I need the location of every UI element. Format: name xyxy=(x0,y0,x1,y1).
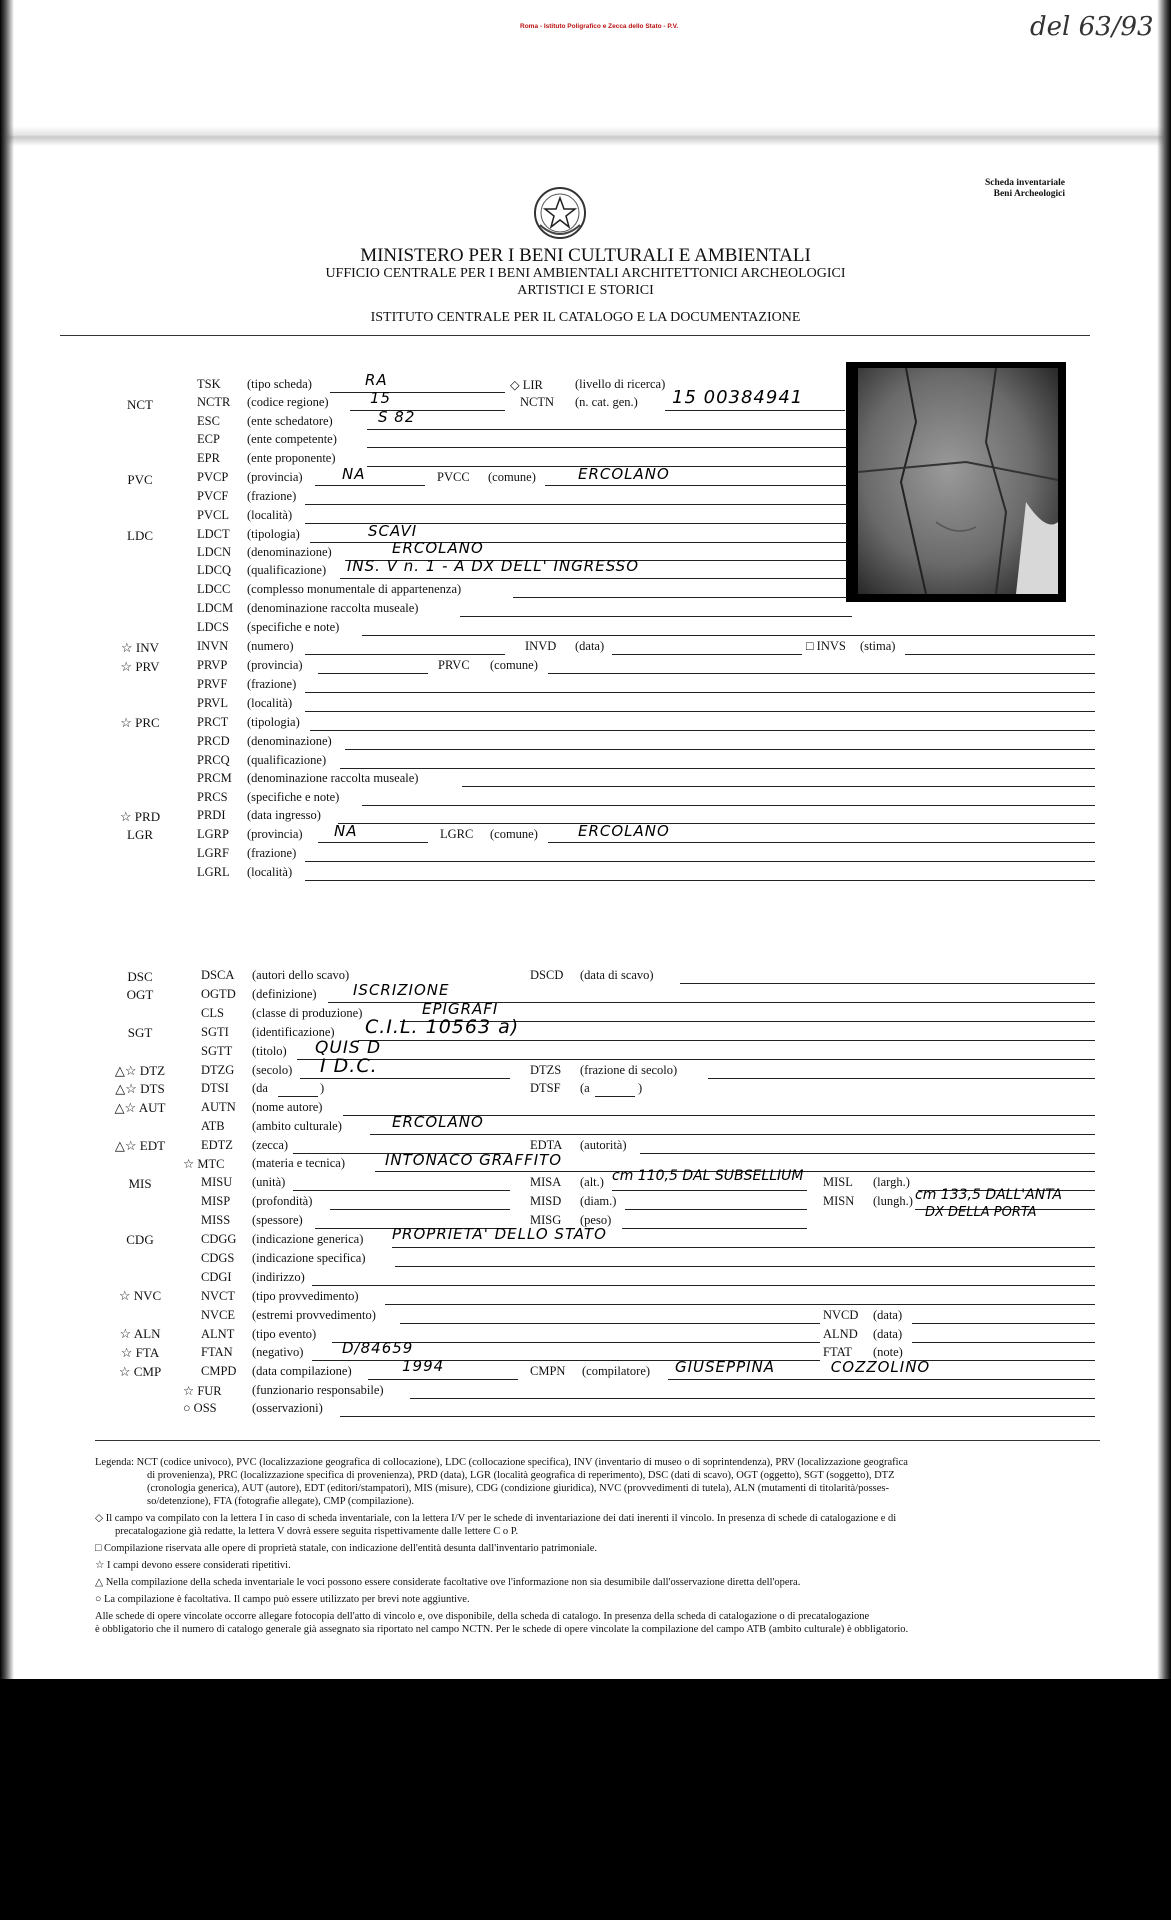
prvf-label: (frazione) xyxy=(247,677,297,691)
misa-value[interactable]: cm 110,5 DAL SUBSELLIUM xyxy=(612,1168,804,1184)
alnd-label: (data) xyxy=(873,1327,903,1341)
dtzg-code: DTZG xyxy=(201,1063,235,1077)
invn-code: INVN xyxy=(197,639,229,653)
nctn-value[interactable]: 15 00384941 xyxy=(672,387,804,408)
prcm-label: (denominazione raccolta museale) xyxy=(247,771,419,785)
cdgi-code: CDGI xyxy=(201,1270,232,1284)
pvcl-label: (località) xyxy=(247,508,293,522)
section-sgt: SGT xyxy=(127,1025,153,1040)
miss-label: (spessore) xyxy=(252,1213,303,1227)
cmpd-value[interactable]: 1994 xyxy=(402,1357,445,1375)
cdgi-label: (indirizzo) xyxy=(252,1270,305,1284)
cdgg-code: CDGG xyxy=(201,1232,237,1246)
miss-code: MISS xyxy=(201,1213,231,1227)
misn-code: MISN xyxy=(823,1194,855,1208)
tsk-label: (tipo scheda) xyxy=(247,377,312,391)
dsca-code: DSCA xyxy=(201,968,235,982)
prcm-code: PRCM xyxy=(197,771,232,785)
ogtd-value[interactable]: ISCRIZIONE xyxy=(353,981,450,999)
note-5: ○ La compilazione è facoltativa. Il campo può essere utilizzato per brevi note aggiuntive. xyxy=(95,1594,470,1605)
lgrf-label: (frazione) xyxy=(247,846,297,860)
ldcn-label: (denominazione) xyxy=(247,545,332,559)
edtz-label: (zecca) xyxy=(252,1138,289,1152)
atb-label: (ambito culturale) xyxy=(252,1119,342,1133)
esc-label: (ente schedatore) xyxy=(247,414,333,428)
misn-label: (lungh.) xyxy=(873,1194,913,1208)
sgti-code: SGTI xyxy=(201,1025,229,1039)
prcs-label: (specifiche e note) xyxy=(247,790,340,804)
cmpn-label: (compilatore) xyxy=(582,1364,651,1378)
note-1a: ◇ Il campo va compilato con la lettera I in caso di scheda inventariale, con la lettera I/V per le schede di inventariazione dei dati inerenti il vincolo. In presenza di schede di catalogazione e di xyxy=(95,1513,897,1524)
badge-line1: Scheda inventariale xyxy=(985,178,1065,188)
ldcq-label: (qualificazione) xyxy=(247,563,327,577)
legend xyxy=(95,1456,1105,1636)
mtc-code: ☆ MTC xyxy=(183,1157,225,1171)
cls-label: (classe di produzione) xyxy=(252,1006,363,1020)
badge-line2: Beni Archeologici xyxy=(993,189,1065,199)
lir-label: (livello di ricerca) xyxy=(575,377,666,391)
section-ogt: OGT xyxy=(126,987,154,1002)
left-edge-shadow xyxy=(0,0,14,1679)
note-6b: è obbligatorio che il numero di catalogo generale già assegnato sia riportato nel campo NCTN. Per le schede di opere vincolate la compilazione del campo ATB (ambito culturale) è obbligatorio. xyxy=(95,1624,909,1635)
section-ldc: LDC xyxy=(127,528,153,543)
cmpd-label: (data compilazione) xyxy=(252,1364,352,1378)
dtzg-label: (secolo) xyxy=(252,1063,293,1077)
dscd-label: (data di scavo) xyxy=(580,968,654,982)
pvcc-code: PVCC xyxy=(437,470,470,484)
section-prd: ☆ PRD xyxy=(119,809,161,824)
section-fta: ☆ FTA xyxy=(120,1345,160,1360)
epr-label: (ente proponente) xyxy=(247,451,336,465)
dtsf-label: (a xyxy=(580,1081,590,1095)
prvc-label: (comune) xyxy=(490,658,538,672)
prvf-code: PRVF xyxy=(197,677,228,691)
cmpn-code: CMPN xyxy=(530,1364,566,1378)
section-aut: △☆ AUT xyxy=(114,1100,166,1115)
section-mis: MIS xyxy=(128,1176,152,1191)
dtsi-label: (da xyxy=(252,1081,268,1095)
note-3: ☆ I campi devono essere considerati ripetitivi. xyxy=(95,1560,291,1571)
lgrf-code: LGRF xyxy=(197,846,229,860)
cdgs-code: CDGS xyxy=(201,1251,235,1265)
dtsf-close: ) xyxy=(638,1081,643,1095)
autn-code: AUTN xyxy=(201,1100,236,1114)
section-cdg: CDG xyxy=(126,1232,154,1247)
legend-line2: di provenienza), PRC (localizzazione specifica di provenienza), PRD (data), LGR (località geografica di reperimento), DSC (dati di scavo), OGT (oggetto), SGT (soggetto), DTZ xyxy=(147,1470,895,1481)
ldct-value[interactable]: SCAVI xyxy=(368,522,418,540)
lgrl-label: (località) xyxy=(247,865,293,879)
misg-label: (peso) xyxy=(580,1213,612,1227)
wall-photo-image xyxy=(846,362,1066,602)
nvcd-code: NVCD xyxy=(823,1308,859,1322)
lir-code: ◇ LIR xyxy=(510,378,543,392)
cls-code: CLS xyxy=(201,1006,224,1020)
nvce-code: NVCE xyxy=(201,1308,236,1322)
prcq-label: (qualificazione) xyxy=(247,753,327,767)
dtsi-code: DTSI xyxy=(201,1081,229,1095)
misn-value[interactable]: cm 133,5 DALL'ANTA xyxy=(915,1187,1063,1203)
misu-code: MISU xyxy=(201,1175,233,1189)
lgrc-label: (comune) xyxy=(490,827,538,841)
dtzs-label: (frazione di secolo) xyxy=(580,1063,678,1077)
misa-label: (alt.) xyxy=(580,1175,604,1189)
section-aln: ☆ ALN xyxy=(119,1326,161,1341)
prcd-label: (denominazione) xyxy=(247,734,332,748)
invd-code: INVD xyxy=(525,639,557,653)
section-edt: △☆ EDT xyxy=(114,1138,166,1153)
oss-code: ○ OSS xyxy=(183,1401,217,1415)
header-rule xyxy=(60,335,1090,336)
invn-label: (numero) xyxy=(247,639,294,653)
note-4: △ Nella compilazione della scheda inventariale le voci possono essere considerate facoltative ove l'informazione non sia desumibile dall'osservazione diretta dell'opera. xyxy=(95,1577,801,1588)
dtsf-code: DTSF xyxy=(530,1081,561,1095)
pvcl-code: PVCL xyxy=(197,508,229,522)
nvcd-label: (data) xyxy=(873,1308,903,1322)
ldcq-code: LDCQ xyxy=(197,563,232,577)
republic-emblem-icon xyxy=(532,185,588,241)
ogtd-code: OGTD xyxy=(201,987,236,1001)
nctn-label: (n. cat. gen.) xyxy=(575,395,638,409)
ldcn-code: LDCN xyxy=(197,545,232,559)
invs-code: □ INVS xyxy=(806,639,846,653)
pvcp-value[interactable]: NA xyxy=(342,465,366,483)
section-dts: △☆ DTS xyxy=(115,1081,165,1096)
nctr-value[interactable]: 15 xyxy=(370,389,392,407)
note-6a: Alle schede di opere vincolate occorre allegare fotocopia dell'atto di vincolo e, ove disponibile, della scheda di catalogo. In presenza della scheda di catalogazione o di precatalogazione xyxy=(95,1611,870,1622)
atb-value[interactable]: ERCOLANO xyxy=(392,1113,484,1131)
section-prc: ☆ PRC xyxy=(120,715,160,730)
fur-label: (funzionario responsabile) xyxy=(252,1383,384,1397)
alnd-code: ALND xyxy=(823,1327,858,1341)
misp-label: (profondità) xyxy=(252,1194,313,1208)
prcq-code: PRCQ xyxy=(197,753,230,767)
dtzg-value[interactable]: I D.C. xyxy=(320,1055,378,1077)
prvp-code: PRVP xyxy=(197,658,228,672)
misd-label: (diam.) xyxy=(580,1194,617,1208)
tsk-code: TSK xyxy=(197,377,221,391)
dtzs-code: DTZS xyxy=(530,1063,562,1077)
nvct-label: (tipo provvedimento) xyxy=(252,1289,359,1303)
ecp-code: ECP xyxy=(197,432,220,446)
dtsi-close: ) xyxy=(320,1081,325,1095)
fold-crease xyxy=(0,126,1171,146)
misd-code: MISD xyxy=(530,1194,562,1208)
esc-code: ESC xyxy=(197,414,220,428)
cmpn-value[interactable]: GIUSEPPINA COZZOLINO xyxy=(675,1358,931,1376)
cdgs-label: (indicazione specifica) xyxy=(252,1251,366,1265)
dsca-label: (autori dello scavo) xyxy=(252,968,350,982)
prct-label: (tipologia) xyxy=(247,715,300,729)
ministry-title: MINISTERO PER I BENI CULTURALI E AMBIENTALI xyxy=(360,245,811,266)
misa-code: MISA xyxy=(530,1175,562,1189)
prvl-code: PRVL xyxy=(197,696,228,710)
right-edge-shadow xyxy=(1157,0,1171,1679)
top-imprint: Roma - Istituto Poligrafico e Zecca dello Stato - P.V. xyxy=(520,23,679,30)
epr-code: EPR xyxy=(197,451,220,465)
lgrp-value[interactable]: NA xyxy=(334,822,358,840)
ldct-code: LDCT xyxy=(197,527,230,541)
prct-code: PRCT xyxy=(197,715,229,729)
note-2: □ Compilazione riservata alle opere di proprietà statale, con indicazione dell'entità desunta dall'inventario patrimoniale. xyxy=(95,1543,597,1554)
pvcf-label: (frazione) xyxy=(247,489,297,503)
cmpd-code: CMPD xyxy=(201,1364,237,1378)
section-dtz: △☆ DTZ xyxy=(114,1063,166,1078)
ldcm-code: LDCM xyxy=(197,601,234,615)
ftan-code: FTAN xyxy=(201,1345,233,1359)
badge xyxy=(985,178,1065,200)
ftat-label: (note) xyxy=(873,1345,903,1359)
section-lgr: LGR xyxy=(127,827,153,842)
sgti-label: (identificazione) xyxy=(252,1025,335,1039)
ldcm-label: (denominazione raccolta museale) xyxy=(247,601,419,615)
ldcc-label: (complesso monumentale di appartenenza) xyxy=(247,582,462,596)
lgrc-code: LGRC xyxy=(440,827,474,841)
cdgg-value[interactable]: PROPRIETA' DELLO STATO xyxy=(392,1225,607,1243)
mtc-label: (materia e tecnica) xyxy=(252,1156,345,1170)
pvcf-code: PVCF xyxy=(197,489,229,503)
nvce-label: (estremi provvedimento) xyxy=(252,1308,376,1322)
pvcc-value[interactable]: ERCOLANO xyxy=(578,465,670,483)
legend-line1: Legenda: NCT (codice univoco), PVC (localizzazione geografica di collocazione), LDC (collocazione specifica), INV (inventario di museo o di soprintendenza), PRV (localizzazione geografica xyxy=(95,1457,908,1468)
misg-code: MISG xyxy=(530,1213,562,1227)
section-nvc: ☆ NVC xyxy=(118,1288,162,1303)
legend-line3: (cronologia generica), AUT (autore), EDT (editori/stampatori), MIS (misure), CDG (condizione giuridica), NVC (provvedimenti di tutela), ALN (mutamenti di titolarità/posses- xyxy=(147,1483,890,1494)
ldcn-value[interactable]: ERCOLANO xyxy=(392,539,484,557)
section-cmp: ☆ CMP xyxy=(118,1364,162,1379)
alnt-label: (tipo evento) xyxy=(252,1327,317,1341)
misu-label: (unità) xyxy=(252,1175,286,1189)
lgrp-label: (provincia) xyxy=(247,827,303,841)
object-photo xyxy=(846,362,1066,602)
ldcq-value[interactable]: INS. V n. 1 - A DX DELL' INGRESSO xyxy=(347,557,640,575)
ogtd-label: (definizione) xyxy=(252,987,317,1001)
ldcs-label: (specifiche e note) xyxy=(247,620,340,634)
ftan-label: (negativo) xyxy=(252,1345,304,1359)
prcs-code: PRCS xyxy=(197,790,228,804)
sgtt-code: SGTT xyxy=(201,1044,233,1058)
ldcc-code: LDCC xyxy=(197,582,231,596)
lgrp-code: LGRP xyxy=(197,827,229,841)
ecp-label: (ente competente) xyxy=(247,432,337,446)
edta-label: (autorità) xyxy=(580,1138,627,1152)
tsk-value[interactable]: RA xyxy=(365,371,388,389)
prvp-label: (provincia) xyxy=(247,658,303,672)
esc-value[interactable]: S 82 xyxy=(378,408,416,426)
invd-label: (data) xyxy=(575,639,605,653)
autn-label: (nome autore) xyxy=(252,1100,323,1114)
institute-title: ISTITUTO CENTRALE PER IL CATALOGO E LA DOCUMENTAZIONE xyxy=(370,310,801,325)
nctn-code: NCTN xyxy=(520,395,555,409)
ldct-label: (tipologia) xyxy=(247,527,300,541)
edtz-code: EDTZ xyxy=(201,1138,233,1152)
mtc-value[interactable]: INTONACO GRAFFITO xyxy=(385,1151,563,1169)
alnt-code: ALNT xyxy=(201,1327,235,1341)
nctr-label: (codice regione) xyxy=(247,395,329,409)
ftat-code: FTAT xyxy=(823,1345,852,1359)
misl-label: (largh.) xyxy=(873,1175,910,1189)
pvcp-code: PVCP xyxy=(197,470,229,484)
section-dsc: DSC xyxy=(127,969,153,984)
invs-label: (stima) xyxy=(860,639,896,653)
note-1b: precatalogazione già redatte, la lettera V dovrà essere seguita rispettivamente dalle lettere C o P. xyxy=(115,1526,519,1537)
misn-value-line2[interactable]: DX DELLA PORTA xyxy=(925,1205,1037,1220)
fur-code: ☆ FUR xyxy=(183,1384,222,1398)
lgrl-code: LGRL xyxy=(197,865,230,879)
nctr-code: NCTR xyxy=(197,395,231,409)
legend-rule xyxy=(95,1440,1100,1441)
section-nct: NCT xyxy=(127,397,153,412)
sgtt-value[interactable]: QUIS D xyxy=(315,1038,382,1058)
lgrc-value[interactable]: ERCOLANO xyxy=(578,822,670,840)
dscd-code: DSCD xyxy=(530,968,564,982)
section-pvc: PVC xyxy=(127,472,153,487)
edta-code: EDTA xyxy=(530,1138,563,1152)
corner-handwriting: del 63/93 xyxy=(1030,12,1154,42)
prcd-code: PRCD xyxy=(197,734,230,748)
section-prv: ☆ PRV xyxy=(120,659,160,674)
sgtt-label: (titolo) xyxy=(252,1044,287,1058)
ldcs-code: LDCS xyxy=(197,620,229,634)
misl-code: MISL xyxy=(823,1175,853,1189)
prdi-code: PRDI xyxy=(197,808,226,822)
sgti-value[interactable]: C.I.L. 10563 a) xyxy=(365,1016,520,1038)
prvc-code: PRVC xyxy=(438,658,470,672)
atb-code: ATB xyxy=(201,1119,225,1133)
nvct-code: NVCT xyxy=(201,1289,236,1303)
misp-code: MISP xyxy=(201,1194,231,1208)
cdgg-label: (indicazione generica) xyxy=(252,1232,364,1246)
ftan-value[interactable]: D/84659 xyxy=(342,1339,414,1357)
prvl-label: (località) xyxy=(247,696,293,710)
prdi-label: (data ingresso) xyxy=(247,808,321,822)
section-inv: ☆ INV xyxy=(120,640,159,655)
office-line1: UFFICIO CENTRALE PER I BENI AMBIENTALI ARCHITETTONICI ARCHEOLOGICI xyxy=(325,266,846,281)
pvcp-label: (provincia) xyxy=(247,470,303,484)
office-line2: ARTISTICI E STORICI xyxy=(517,283,654,298)
legend-line4: so/detenzione), FTA (fotografie allegate), CMP (compilazione). xyxy=(147,1496,415,1507)
oss-label: (osservazioni) xyxy=(252,1401,323,1415)
cls-value[interactable]: EPIGRAFI xyxy=(422,1000,499,1018)
pvcc-label: (comune) xyxy=(488,470,536,484)
